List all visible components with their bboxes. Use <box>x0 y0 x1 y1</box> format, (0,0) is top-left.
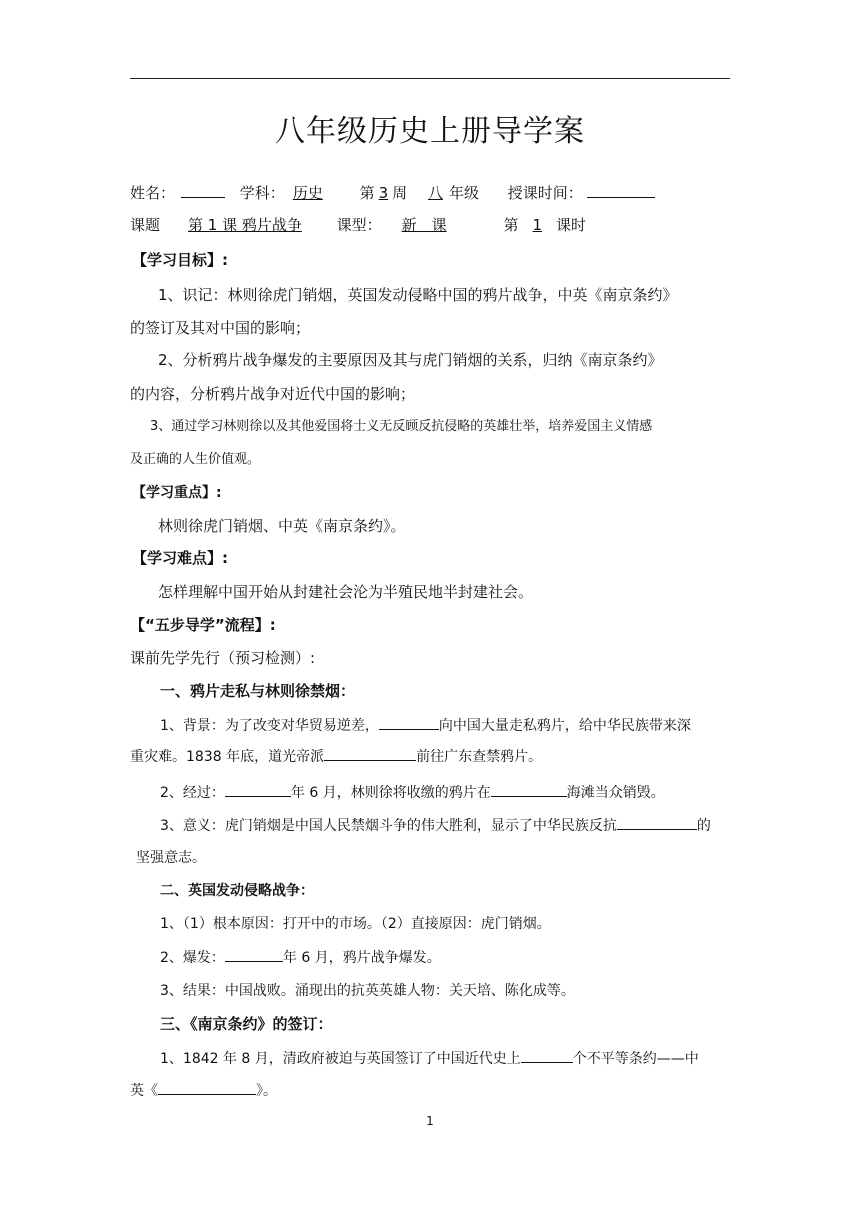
s1-blank-1 <box>379 715 439 730</box>
s2-blank-1 <box>225 947 283 962</box>
s3-l1-text-a: 1、1842 年 8 月，清政府被迫与英国签订了中国近代史上 <box>160 1051 521 1067</box>
s3-line-2 <box>130 1080 277 1101</box>
s1-l2-text-b: 年 6 月，林则徐将收缴的鸦片在 <box>290 785 491 801</box>
s1-l1-text-d: 前往广东查禁鸦片。 <box>416 749 543 765</box>
s1-l1-text-b: 向中国大量走私鸦片，给中华民族带来深 <box>438 718 691 734</box>
grade-suffix: 年级 <box>448 184 479 202</box>
info-line-2 <box>130 215 586 235</box>
s1-line-3 <box>160 782 665 803</box>
type-label: 课型： <box>336 216 382 234</box>
s3-line-1 <box>160 1048 699 1069</box>
goal-3-line-2: 及正确的人生价值观。 <box>130 452 261 467</box>
s1-line-1 <box>160 715 691 736</box>
s1-blank-3 <box>225 782 291 797</box>
header-rule <box>130 78 730 79</box>
process-heading: 【“五步导学”流程】: <box>130 616 276 634</box>
info-line-1 <box>130 183 655 203</box>
s1-line-4 <box>160 815 711 836</box>
topic-label: 课题 <box>130 216 161 234</box>
s3-blank-2 <box>158 1080 256 1095</box>
section-3-heading: 三、《南京条约》的签订： <box>160 1015 333 1033</box>
goal-1-line-1: 1、识记：林则徐虎门销烟，英国发动侵略中国的鸦片战争，中英《南京条约》 <box>158 286 678 304</box>
s2-line-1: 1、（1）根本原因：打开中的市场。（2）直接原因：虎门销烟。 <box>160 916 551 932</box>
lesson-prefix: 第 <box>503 216 519 234</box>
s2-line-3: 3、结果：中国战败。涌现出的抗英英雄人物：关天培、陈化成等。 <box>160 983 575 999</box>
lesson-suffix: 课时 <box>556 216 587 234</box>
s1-l2-text-c: 海滩当众销毁。 <box>566 785 665 801</box>
goal-3-line-1: 3、通过学习林则徐以及其他爱国将士义无反顾反抗侵略的英雄壮举，培养爱国主义情感 <box>150 419 653 434</box>
week-suffix: 周 <box>392 184 408 202</box>
s1-blank-5 <box>617 815 697 830</box>
type-value: 新 课 <box>401 216 447 234</box>
week-value: 3 <box>378 184 389 202</box>
week-prefix: 第 <box>359 184 375 202</box>
s3-l1-text-c: 英《 <box>130 1083 158 1099</box>
s1-l1-text-c: 重灾难。1838 年底，道光帝派 <box>130 749 325 765</box>
grade-value: 八 <box>427 184 443 202</box>
goal-1-line-2: 的签订及其对中国的影响； <box>130 319 311 337</box>
s1-line-2 <box>130 746 542 767</box>
subject-label: 学科： <box>239 184 285 202</box>
time-blank <box>587 183 655 198</box>
difficulty-heading: 【学习难点】: <box>132 549 228 567</box>
s1-l2-text-a: 2、经过： <box>160 785 225 801</box>
s1-blank-4 <box>491 782 567 797</box>
subject-value: 历史 <box>292 184 323 202</box>
s3-l1-text-d: 》。 <box>256 1083 277 1099</box>
s3-blank-1 <box>521 1048 573 1063</box>
section-1-heading: 一、鸦片走私与林则徐禁烟： <box>160 682 356 700</box>
goals-heading: 【学习目标】: <box>132 251 228 269</box>
s1-l3-text-a: 3、意义：虎门销烟是中国人民禁烟斗争的伟大胜利，显示了中华民族反抗 <box>160 818 617 834</box>
page-number: 1 <box>426 1114 434 1128</box>
s3-l1-text-b: 个不平等条约——中 <box>572 1051 699 1067</box>
s1-blank-2 <box>324 746 416 761</box>
lesson-value: 1 <box>532 216 543 234</box>
topic-value: 第 1 课 鸦片战争 <box>188 216 302 234</box>
s1-l1-text-a: 1、背景：为了改变对华贸易逆差， <box>160 718 379 734</box>
key-text: 林则徐虎门销烟、中英《南京条约》。 <box>158 517 406 535</box>
s2-l2-text-a: 2、爆发： <box>160 950 225 966</box>
name-blank <box>181 183 225 198</box>
s2-l2-text-b: 年 6 月，鸦片战争爆发。 <box>282 950 441 966</box>
s1-l3-text-b: 的 <box>696 818 711 834</box>
key-heading: 【学习重点】: <box>132 485 222 501</box>
goal-2-line-2: 的内容，分析鸦片战争对近代中国的影响； <box>130 385 416 403</box>
goal-2-line-1: 2、分析鸦片战争爆发的主要原因及其与虎门销烟的关系，归纳《南京条约》 <box>158 351 663 369</box>
section-2-heading: 二、英国发动侵略战争： <box>160 883 314 899</box>
s1-line-5: 坚强意志。 <box>136 850 206 866</box>
name-label: 姓名： <box>130 184 176 202</box>
s2-line-2 <box>160 947 441 968</box>
process-pre: 课前先学先行（预习检测）: <box>130 649 316 667</box>
difficulty-text: 怎样理解中国开始从封建社会沦为半殖民地半封建社会。 <box>158 583 534 601</box>
time-label: 授课时间： <box>507 184 583 202</box>
page-title: 八年级历史上册导学案 <box>275 114 585 149</box>
